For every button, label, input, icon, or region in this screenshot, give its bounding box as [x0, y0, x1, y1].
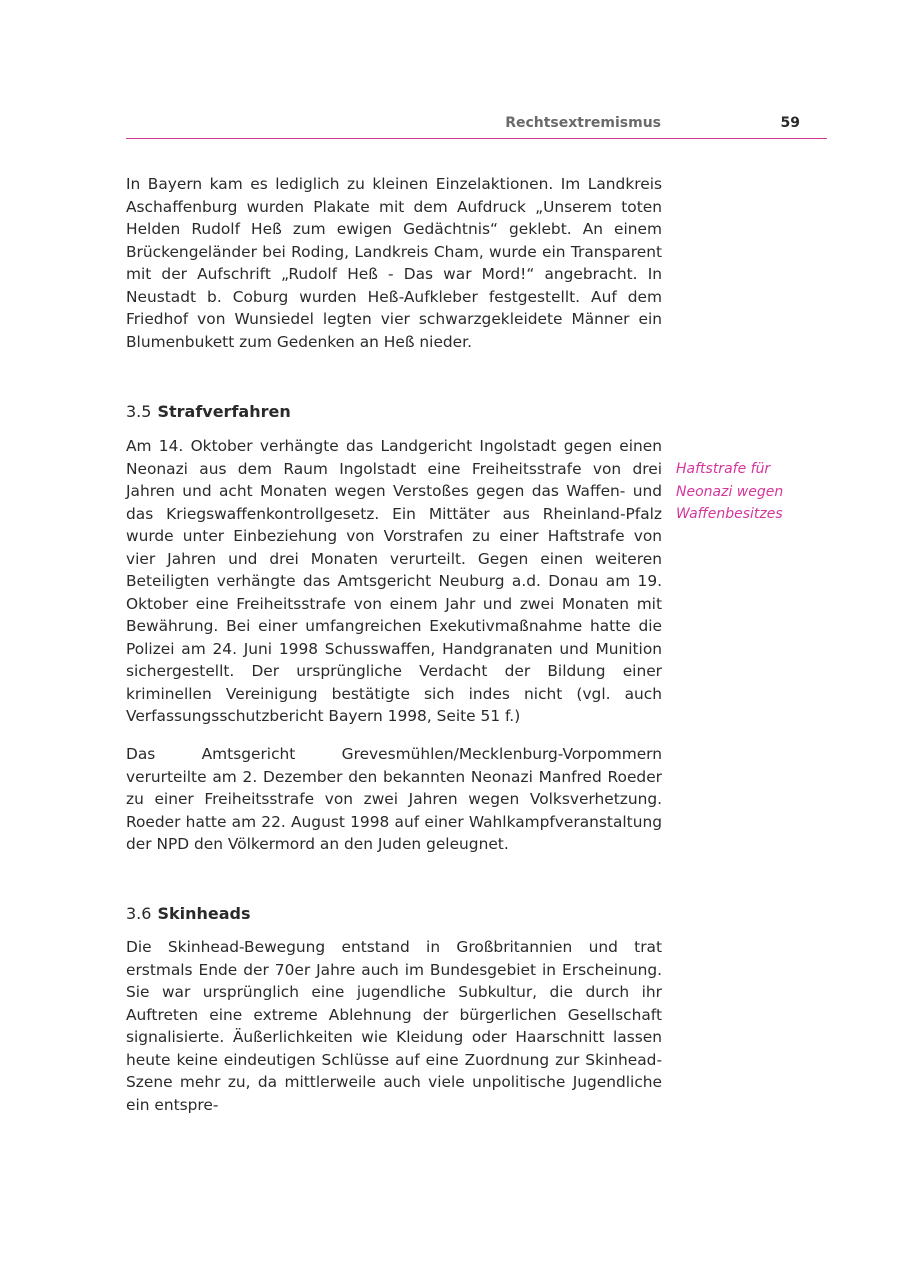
margin-note-line: Neonazi wegen	[676, 483, 784, 500]
paragraph-skinhead-bewegung: Die Skinhead-Bewegung entstand in Großbritannien und trat erstmals Ende der 70er Jahre auch im Bundesgebiet in Erscheinung. Sie war ursprünglich eine jugendliche Subkultur, die durch ihr Auftreten eine extreme Ablehnung der bürgerlichen Gesellschaft signalisierte. Äußerlichkeiten wie Kleidung oder Haarschnitt lassen heute keine eindeutigen Schlüsse auf eine Zuordnung zur Skinhead-Szene mehr zu, da mittlerweile auch viele unpolitische Jugendliche ein entspre-	[126, 938, 662, 1114]
paragraph-amtsgericht: Das Amtsgericht Grevesmühlen/Mecklenburg-Vorpommern verurteilte am 2. Dezember den bekannten Neonazi Manfred Roeder zu einer Freiheitsstrafe von zwei Jahren wegen Volksverhetzung. Roeder hatte am 22. August 1998 auf einer Wahlkampfveranstaltung der NPD den Völkermord an den Juden geleugnet.	[126, 745, 662, 853]
margin-note-line: Waffenbesitzes	[676, 506, 783, 522]
running-header	[126, 114, 827, 139]
running-header-title: Rechtsextremismus	[505, 115, 661, 131]
section-title: Strafverfahren	[157, 402, 291, 421]
page-number: 59	[780, 115, 800, 131]
section-title: Skinheads	[157, 904, 251, 923]
section-number: 3.6	[126, 904, 152, 923]
paragraph-landgericht: Am 14. Oktober verhängte das Landgericht Ingolstadt gegen einen Neonazi aus dem Raum Ingolstadt eine Freiheitsstrafe von drei Jahren und acht Monaten wegen Verstoßes gegen das Waffen- und das Kriegswaffenkontrollgesetz. Ein Mittäter aus Rheinland-Pfalz wurde unter Einbeziehung von Vorstrafen zu einer Haftstrafe von vier Jahren und drei Monaten verurteilt. Gegen einen weiteren Beteiligten verhängte das Amtsgericht Neuburg a.d. Donau am 19. Oktober eine Freiheitsstrafe von einem Jahr und zwei Monaten mit Bewährung. Bei einer umfangreichen Exekutivmaßnahme hatte die Polizei am 24. Juni 1998 Schusswaffen, Handgranaten und Munition sichergestellt. Der ursprüngliche Verdacht der Bildung einer kriminellen Vereinigung bestätigte sich indes nicht (vgl. auch Verfassungsschutzbericht Bayern 1998, Seite 51 f.)	[126, 437, 662, 725]
paragraph-bayern: In Bayern kam es lediglich zu kleinen Einzelaktionen. Im Landkreis Aschaffenburg wurden Plakate mit dem Aufdruck „Unserem toten Helden Rudolf Heß zum ewigen Gedächtnis“ geklebt. An einem Brückengeländer bei Roding, Landkreis Cham, wurde ein Transparent mit der Aufschrift „Rudolf Heß - Das war Mord!“ angebracht. In Neustadt b. Coburg wurden Heß-Aufkleber festgestellt. Auf dem Friedhof von Wunsiedel legten vier schwarzgekleidete Männer ein Blumenbukett zum Gedenken an Heß nieder.	[126, 175, 662, 351]
margin-note-line: Haftstrafe für	[676, 461, 771, 477]
section-number: 3.5	[126, 402, 152, 421]
section-heading-strafverfahren	[126, 401, 291, 423]
margin-note	[676, 458, 816, 526]
section-heading-skinheads	[126, 903, 251, 925]
